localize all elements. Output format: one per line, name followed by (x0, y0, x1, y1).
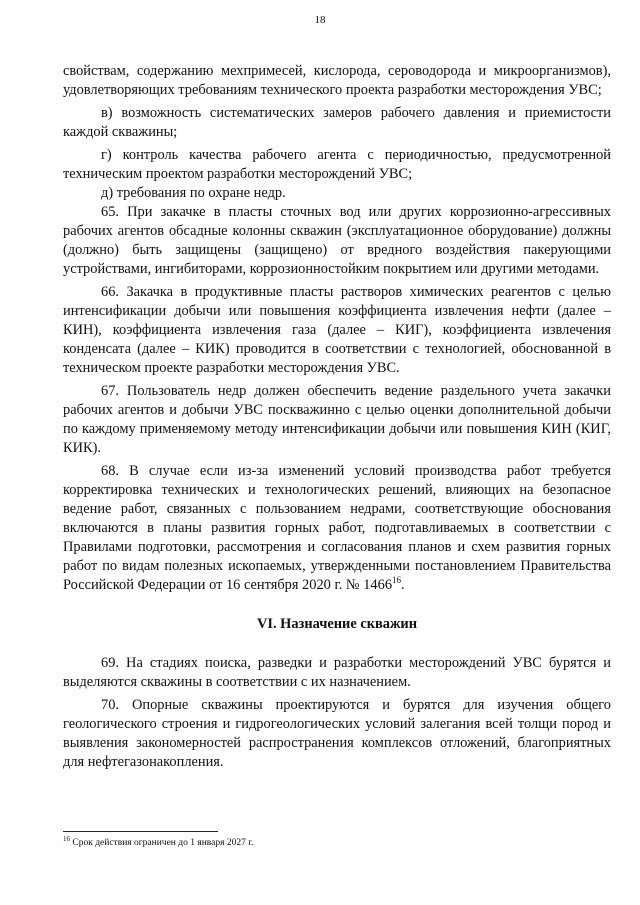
paragraph-continuation: свойствам, содержанию мехпримесей, кислорода, сероводорода и микроорганизмов), удовлетворяющих требованиям технического проекта разработки месторождения УВС; (63, 63, 611, 98)
paragraph-67: 67. Пользователь недр должен обеспечить ведение раздельного учета закачки рабочих агентов и добычи УВС поскважинно с целью оценки дополнительной добычи по каждому применяемому методу интенсификации добычи или повышения КИН (КИГ, КИК). (63, 383, 611, 456)
page-number: 18 (314, 14, 326, 26)
paragraph-68-end: . (401, 577, 405, 593)
footnote-text: Срок действия ограничен до 1 января 2027 г. (70, 838, 254, 848)
paragraph-65: 65. При закачке в пласты сточных вод или других коррозионно-агрессивных рабочих агентов обсадные колонны скважин (эксплуатационное оборудование) должны (должно) быть защищены (защищено) от вредного воздействия пакерующими устройствами, ингибиторами, коррозионностойким покрытием или другими методами. (63, 204, 611, 277)
paragraph-item-g: г) контроль качества рабочего агента с периодичностью, предусмотренной техническим проектом разработки месторождений УВС; (63, 147, 611, 182)
footnote (63, 834, 611, 848)
paragraph-item-v: в) возможность систематических замеров рабочего давления и приемистости каждой скважины; (63, 105, 611, 140)
footnote-marker: 16 (63, 834, 70, 843)
paragraph-69: 69. На стадиях поиска, разведки и разработки месторождений УВС бурятся и выделяются скважины в соответствии с их назначением. (63, 655, 611, 690)
paragraph-68-text: 68. В случае если из-за изменений условий производства работ требуется корректировка технических и технологических решений, влияющих на безопасное ведение работ, связанных с пользованием недрами, соответствующие обоснования включаются в планы развития горных работ, подготавливаемых в соответствии с Правилами подготовки, рассмотрения и согласования планов и схем развития горных работ по видам полезных ископаемых, утвержденными постановлением Правительства Российской Федерации от 16 сентября 2020 г. № 1466 (63, 463, 611, 593)
paragraph-68 (63, 462, 611, 595)
paragraph-item-d: д) требования по охране недр. (101, 185, 286, 201)
paragraph-66: 66. Закачка в продуктивные пласты растворов химических реагентов с целью интенсификации добычи или повышения коэффициента извлечения нефти (далее – КИН), коэффициента извлечения газа (далее – КИГ), коэффициента извлечения конденсата (далее – КИК) проводится в соответствии с технологией, обоснованной в техническом проекте разработки месторождения УВС. (63, 284, 611, 376)
section-heading: VI. Назначение скважин (256, 616, 417, 632)
document-body (63, 62, 611, 772)
footnote-reference: 16 (392, 575, 402, 586)
paragraph-70: 70. Опорные скважины проектируются и бурятся для изучения общего геологического строения и гидрогеологических условий залегания всей толщи пород и выявления закономерностей распространения комплексов отложений, благоприятных для нефтегазонакопления. (63, 697, 611, 770)
footnote-divider (63, 831, 218, 832)
